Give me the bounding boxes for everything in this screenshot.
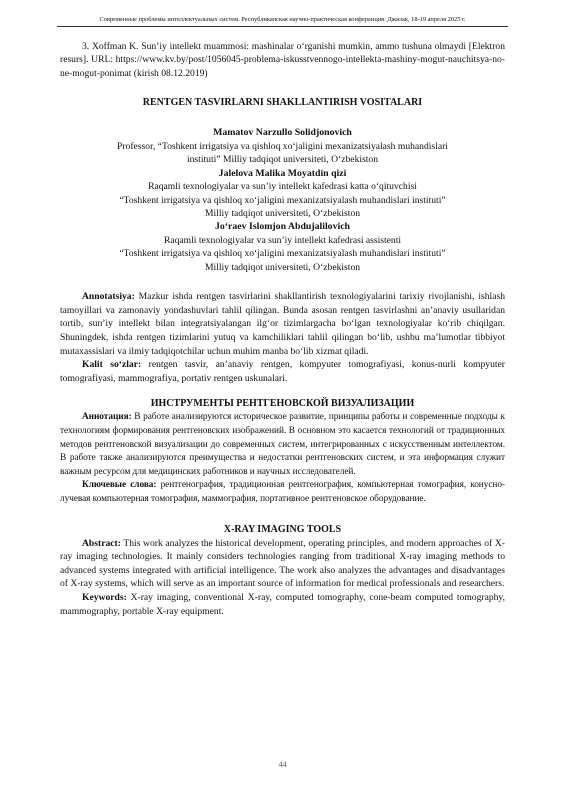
en-title: X-RAY IMAGING TOOLS <box>223 523 342 535</box>
author-affiliation-line: Milliy tadqiqot universiteti, O‘zbekiston <box>204 208 361 220</box>
en-keywords <box>60 591 505 618</box>
running-header: Современные проблемы интеллектуальных систем. Республиканская научно-практическая конференция. Джизак, 18-19 апреля 2025 г. <box>57 16 508 27</box>
author-affiliation-line: Professor, “Toshkent irrigatsiya va qishloq xo‘jaligini mexanizatsiyalash muhandislari <box>117 140 448 152</box>
page-number: 44 <box>278 760 287 769</box>
author-affiliation-line: “Toshkent irrigatsiya va qishloq xo‘jaligini mexanizatsiyalash muhandislari instituti” <box>119 248 446 260</box>
uz-keywords <box>60 358 505 385</box>
author-affiliation-line: Raqamli texnologiyalar va sun’iy intellekt kafedrasi katta o‘qituvchisi <box>148 181 417 193</box>
ru-keywords-label: Ключевые слова: <box>82 480 157 491</box>
en-keywords-label: Keywords: <box>82 591 127 603</box>
en-abstract-text: This work analyzes the historical development, operating principles, and modern approaches of X-ray imaging technologies. It mainly considers technologies ranging from traditional X-ray imaging methods to advanced systems integrated with artificial intelligence. The work also analyzes the advantages and disadvantages of X-ray systems, which will serve as an important source of information for medical professionals and researchers. <box>60 537 505 590</box>
author-affiliation-line: Milliy tadqiqot universiteti, O‘zbekiston <box>204 261 361 273</box>
reference-item: 3. Xoffman K. Sun’iy intellekt muammosi: mashinalar o‘rganishi mumkin, ammo tushuna olmaydi [Elektron resurs]. URL: https://www.kv.by/post/1056045-problema-iskusstvennogo-intellekta-mashiny-mogut-nauchitsya-no-ne-mogut-ponimat (kirish 08.12.2019) <box>60 41 505 79</box>
author-affiliation-line: instituti” Milliy tadqiqot universiteti, O‘zbekiston <box>186 154 379 166</box>
author-name: Jalelova Malika Moyatdin qizi <box>218 167 347 179</box>
en-keywords-text: X-ray imaging, conventional X-ray, computed tomography, cone-beam computed tomography, mammography, portable X-ray equipment. <box>60 591 505 617</box>
page-content <box>60 40 505 618</box>
ru-abstract-label: Аннотация: <box>82 412 132 423</box>
author-affiliation-line: Raqamli texnologiyalar va sun’iy intellekt kafedrasi assistenti <box>163 235 402 247</box>
en-abstract <box>60 537 505 591</box>
author-affiliation-line: “Toshkent irrigatsiya va qishloq xo‘jaligini mexanizatsiyalash muhandislari instituti” <box>119 194 446 206</box>
uz-keywords-label: Kalit so‘zlar: <box>82 359 142 371</box>
uz-abstract-text: Mazkur ishda rentgen tasvirlarini shakllantirish texnologiyalarini tarixiy rivojlanishi, ishlash tamoyillari va zamonaviy yondashuvlari tahlil qilingan. Bunda asosan rentgen tasvirlashni an’anaviy usullaridan tortib, sun’iy intellekt bilan integratsiyalangan ilg‘or tizimlargacha bo‘lgan texnologiyalar ko‘rib chiqilgan. Shuningdek, ishda rentgen tizimlarini yutuq va kamchiliklari tahlil qilingan bo‘lib, ushbu ma’lumotlar tibbiyot mutaxassislari va ilmiy tadqiqotchilar uchun muhim manba bo‘lib xizmat qiladi. <box>60 291 505 357</box>
uz-title: RENTGEN TASVIRLARNI SHAKLLANTIRISH VOSITALARI <box>142 97 423 109</box>
ru-title: ИНСТРУМЕНТЫ РЕНТГЕНОВСКОЙ ВИЗУАЛИЗАЦИИ <box>150 398 415 410</box>
en-abstract-label: Abstract: <box>82 537 121 549</box>
ru-abstract-text: В работе анализируются историческое развитие, принципы работы и современные подходы к технологиям формирования рентгеновских изображений. В основном это касается технологий от традиционных методов рентгеновской визуализации до современных систем, интегрированных с искусственным интеллектом. В работе также анализируются преимущества и недостатки рентгеновских систем, и эта информация служит важным ресурсом для медицинских работников и научных исследователей. <box>60 412 506 477</box>
uz-keywords-text: rentgen tasvir, an’anaviy rentgen, kompyuter tomografiyasi, konus-nurli kompyuter tomografiyasi, mammografiya, portativ rentgen uskunalari. <box>60 359 505 384</box>
uz-abstract <box>60 290 505 358</box>
author-name: Mamatov Narzullo Solidjonovich <box>213 127 352 139</box>
ru-keywords <box>60 479 505 506</box>
uz-abstract-label: Annotatsiya: <box>82 291 135 303</box>
ru-keywords-text: рентгенография, традиционная рентгенография, компьютерная томография, конусно-лучевая компьютерная томография, маммография, портативное рентгеновское оборудование. <box>60 480 505 504</box>
ru-abstract <box>60 411 505 479</box>
author-name: Jo‘raev Islomjon Abdujalilovich <box>215 221 350 233</box>
